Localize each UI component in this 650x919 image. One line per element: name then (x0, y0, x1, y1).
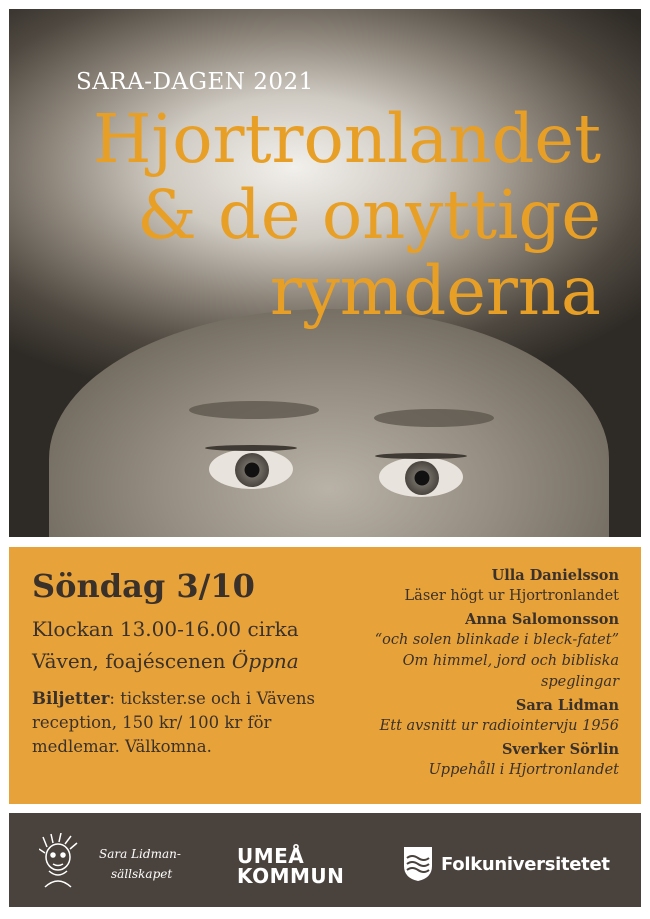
venue-text: Väven, foajéscenen (32, 649, 232, 673)
sara-lidman-sallskapet-logo (39, 833, 199, 891)
event-date: Söndag 3/10 (32, 567, 255, 605)
right-eyelid (375, 453, 467, 459)
title-line: Hjortronlandet (93, 100, 601, 178)
tickets-info (32, 687, 342, 759)
left-eyelid (205, 445, 297, 451)
speaker-name: Anna Salomonsson (465, 611, 619, 628)
title-line: & de onyttige (137, 176, 601, 254)
society-name-line1: Sara Lidman- (99, 847, 181, 861)
speaker-desc: “och solen blinkade i bleck-fatet” Om himmel, jord och bibliska speglingar (374, 632, 619, 690)
program-list (349, 565, 619, 781)
portrait-sketch-icon (39, 833, 79, 891)
sponsor-footer (9, 813, 641, 907)
speaker-name: Ulla Danielsson (491, 567, 619, 584)
folkuniversitetet-logo (403, 847, 610, 881)
shield-icon (403, 846, 433, 882)
face (49, 309, 609, 537)
tickets-label: Biljetter (32, 689, 110, 708)
umea-line2: KOMMUN (237, 864, 345, 888)
info-band (9, 547, 641, 804)
speaker-name: Sverker Sörlin (501, 741, 619, 758)
tickets-text: : tickster.se och i Vävens reception, 150 kr/ 100 kr för medlemar. Välkomna. (32, 689, 315, 756)
speaker-desc: Ett avsnitt ur radiointervju 1956 (379, 718, 619, 734)
speaker-desc: Uppehåll i Hjortronlandet (428, 762, 619, 778)
right-eyebrow (374, 409, 494, 427)
program-item (349, 609, 619, 693)
program-item (349, 565, 619, 607)
speaker-desc: Läser högt ur Hjortronlandet (404, 588, 619, 604)
event-time: Klockan 13.00-16.00 cirka (32, 617, 299, 641)
event-label: SARA-DAGEN 2021 (76, 69, 314, 95)
program-item (349, 739, 619, 781)
portrait-photo (9, 9, 641, 537)
right-eye (379, 457, 463, 497)
umea-kommun-logo (237, 846, 344, 886)
speaker-name: Sara Lidman (515, 697, 619, 714)
folk-name: Folkuniversitetet (441, 853, 610, 875)
society-name-line2: sällskapet (111, 867, 173, 881)
umea-line1: UMEÅ (237, 844, 305, 868)
title-line: rymderna (269, 252, 601, 330)
left-eyebrow (189, 401, 319, 419)
program-item (349, 695, 619, 737)
left-eye (209, 449, 293, 489)
event-venue (32, 649, 299, 673)
event-title (93, 101, 601, 329)
venue-italic: Öppna (231, 649, 299, 673)
